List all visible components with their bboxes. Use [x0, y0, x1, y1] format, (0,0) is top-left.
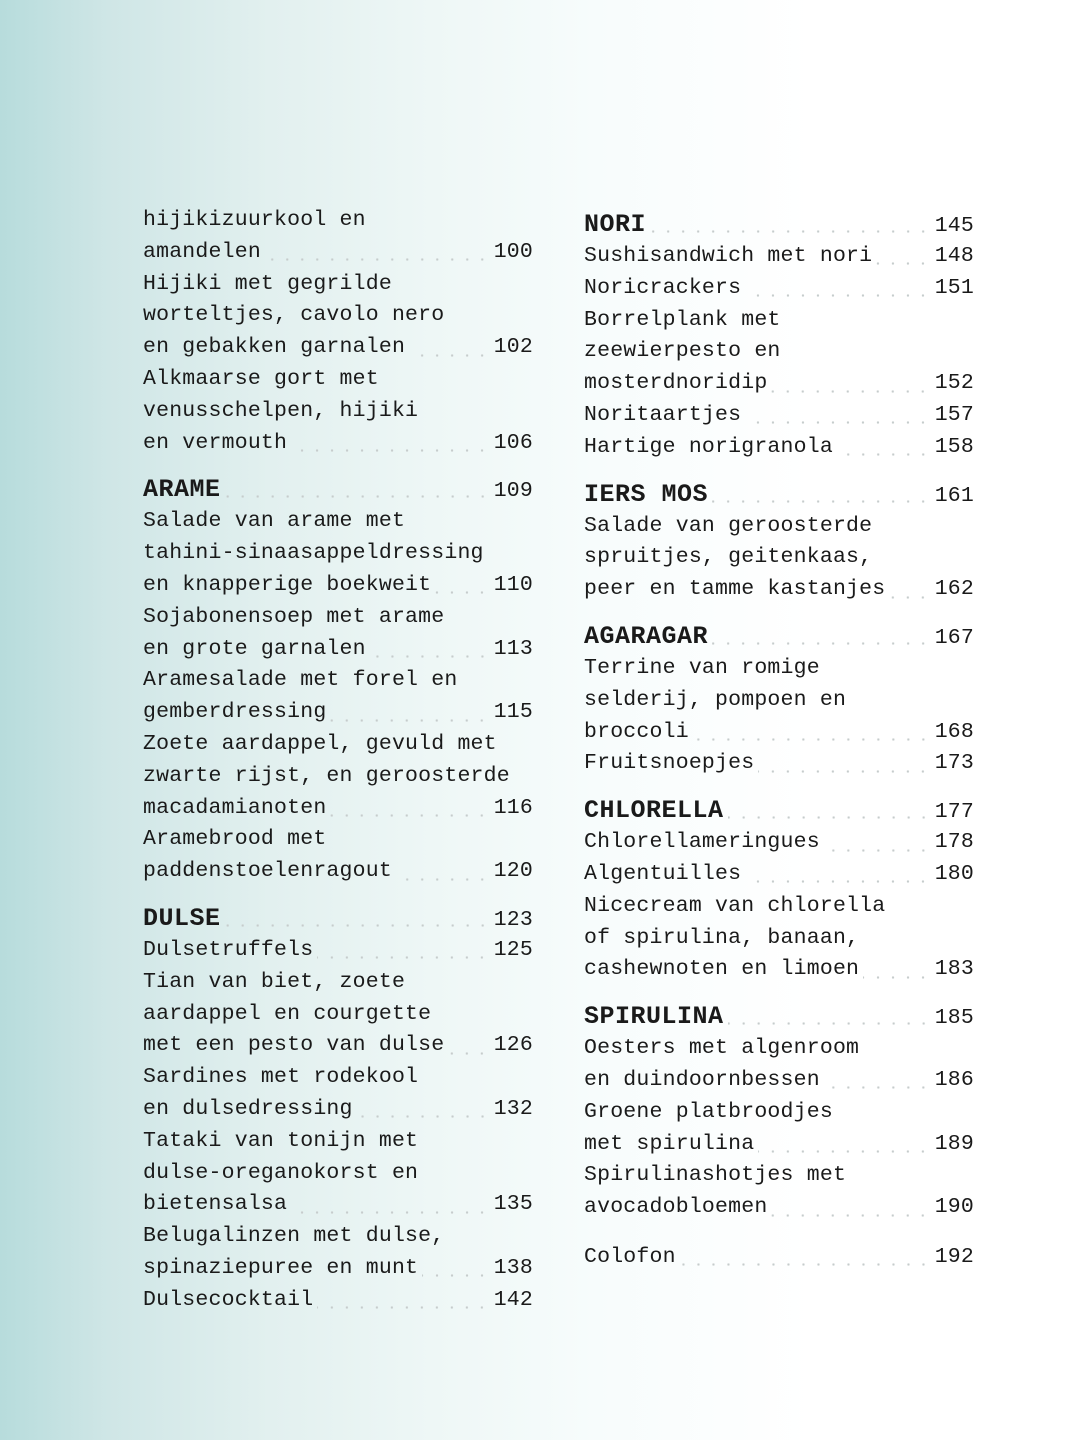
toc-entry[interactable] — [584, 432, 974, 464]
dot-leader — [728, 816, 931, 819]
entry-text: Chlorellameringues — [584, 830, 820, 855]
toc-entry-line — [143, 761, 533, 793]
section-heading[interactable] — [584, 1000, 974, 1033]
dot-leader — [330, 719, 489, 722]
entry-text: bietensalsa — [143, 1192, 288, 1217]
page-number: 158 — [934, 434, 974, 459]
toc-entry-line-with-page[interactable] — [584, 717, 974, 749]
dot-leader — [758, 1150, 930, 1153]
toc-section-chlorella — [584, 794, 974, 986]
toc-entry-line — [143, 300, 533, 332]
dot-leader — [824, 1086, 931, 1089]
entry-text: en vermouth — [143, 430, 288, 455]
toc-entry[interactable] — [143, 665, 533, 729]
entry-text: Oesters met algenroom — [584, 1036, 860, 1061]
page-number: 142 — [493, 1287, 533, 1312]
entry-text: Tataki van tonijn met — [143, 1128, 419, 1153]
entry-text: Salade van arame met — [143, 509, 406, 534]
entry-text: met spirulina — [584, 1131, 755, 1156]
toc-entry-line-with-page[interactable] — [584, 1065, 974, 1097]
toc-entry-line — [143, 999, 533, 1031]
entry-text: gemberdressing — [143, 700, 327, 725]
entry-text: amandelen — [143, 239, 261, 264]
page-number: 138 — [493, 1255, 533, 1280]
toc-section-agaragar — [584, 620, 974, 780]
toc-entry[interactable] — [143, 824, 533, 888]
dot-leader — [435, 591, 489, 594]
entry-text: Groene platbroodjes — [584, 1099, 833, 1124]
toc-entry[interactable] — [584, 511, 974, 606]
entry-text: en gebakken garnalen — [143, 335, 406, 360]
toc-entry-line-with-page[interactable] — [584, 859, 974, 891]
section-title: ARAME — [143, 475, 221, 505]
page-number: 135 — [493, 1192, 533, 1217]
toc-entry-line — [143, 396, 533, 428]
dot-leader — [693, 738, 931, 741]
dot-leader — [680, 1263, 931, 1266]
entry-text: Salade van geroosterde — [584, 513, 873, 538]
toc-entry-line-with-page[interactable] — [584, 1192, 974, 1224]
dot-leader — [771, 390, 930, 393]
dot-leader — [745, 294, 930, 297]
dot-leader — [370, 655, 490, 658]
toc-entry-line — [584, 511, 974, 543]
toc-entry[interactable] — [143, 935, 533, 967]
entry-text: avocadobloemen — [584, 1195, 768, 1220]
toc-entry-colofon[interactable] — [584, 1242, 974, 1274]
toc-entry-line-with-page[interactable] — [143, 1189, 533, 1221]
toc-entry[interactable] — [584, 859, 974, 891]
entry-text: Hartige norigranola — [584, 434, 833, 459]
toc-entry-line-with-page[interactable] — [584, 273, 974, 305]
toc-entry-line — [584, 336, 974, 368]
dot-leader — [291, 449, 490, 452]
entry-text: Hijiki met gegrilde — [143, 271, 392, 296]
toc-entry-line — [143, 538, 533, 570]
section-heading[interactable] — [584, 208, 974, 241]
toc-entry-line-with-page[interactable] — [584, 954, 974, 986]
dot-leader — [650, 230, 931, 233]
entry-text: cashewnoten en limoen — [584, 957, 860, 982]
dot-leader — [409, 354, 490, 357]
toc-entry-line-with-page[interactable] — [584, 748, 974, 780]
toc-entry[interactable] — [584, 1033, 974, 1097]
dot-leader — [712, 500, 931, 503]
page-number: 189 — [934, 1131, 974, 1156]
page-number: 100 — [493, 239, 533, 264]
section-title: SPIRULINA — [584, 1002, 724, 1032]
toc-entry-line — [143, 1126, 533, 1158]
entry-text: selderij, pompoen en — [584, 687, 847, 712]
entry-text: mosterdnoridip — [584, 371, 768, 396]
page-number: 109 — [493, 479, 533, 504]
toc-entry-line-with-page[interactable] — [143, 1094, 533, 1126]
dot-leader — [876, 262, 930, 265]
page-number: 173 — [934, 751, 974, 776]
toc-entry-line — [584, 305, 974, 337]
toc-entry[interactable] — [143, 205, 533, 269]
toc-entry-line — [143, 269, 533, 301]
dot-leader — [837, 453, 931, 456]
toc-entry-line-with-page[interactable] — [143, 1253, 533, 1285]
page-number: 178 — [934, 830, 974, 855]
toc-entry-line-with-page[interactable] — [584, 827, 974, 859]
toc-entry-line — [584, 891, 974, 923]
toc-entry-line — [143, 729, 533, 761]
page-number: 186 — [934, 1067, 974, 1092]
entry-text: zeewierpesto en — [584, 339, 781, 364]
page-number: 125 — [493, 937, 533, 962]
entry-text: Dulsetruffels — [143, 937, 314, 962]
entry-text: en grote garnalen — [143, 636, 366, 661]
entry-text: broccoli — [584, 719, 689, 744]
page-number: 190 — [934, 1195, 974, 1220]
section-heading[interactable] — [143, 473, 533, 506]
entry-text: en dulsedressing — [143, 1096, 353, 1121]
page-number: 167 — [934, 625, 974, 650]
entry-text: of spirulina, banaan, — [584, 925, 860, 950]
toc-entry[interactable] — [143, 729, 533, 824]
entry-text: spinaziepuree en munt — [143, 1255, 419, 1280]
page-number: 102 — [493, 335, 533, 360]
entry-text: Algentuilles — [584, 861, 742, 886]
entry-text: met een pesto van dulse — [143, 1033, 445, 1058]
toc-entry[interactable] — [584, 891, 974, 986]
dot-leader — [317, 1306, 489, 1309]
dot-leader — [728, 1022, 931, 1025]
toc-entry-line — [143, 824, 533, 856]
page-number: 151 — [934, 275, 974, 300]
entry-text: Colofon — [584, 1244, 676, 1269]
entry-text: Noricrackers — [584, 275, 742, 300]
toc-section-spirulina — [584, 1000, 974, 1224]
entry-text: en duindoornbessen — [584, 1067, 820, 1092]
toc-entry-line — [143, 205, 533, 237]
dot-leader — [225, 495, 490, 498]
dot-leader — [330, 814, 489, 817]
toc-entry[interactable] — [143, 1221, 533, 1285]
entry-text: Borrelplank met — [584, 307, 781, 332]
entry-text: Zoete aardappel, gevuld met — [143, 731, 497, 756]
entry-text: Sojabonensoep met arame — [143, 604, 445, 629]
page-number: 180 — [934, 861, 974, 886]
toc-entry-line — [143, 665, 533, 697]
toc-entry[interactable] — [584, 1160, 974, 1224]
toc-entry[interactable] — [584, 827, 974, 859]
dot-leader — [291, 1211, 490, 1214]
dot-leader — [863, 976, 931, 979]
entry-text: Spirulinashotjes met — [584, 1163, 847, 1188]
toc-section-nori — [584, 208, 974, 464]
toc-entry[interactable] — [143, 1062, 533, 1126]
dot-leader — [265, 258, 490, 261]
page-number: 192 — [934, 1244, 974, 1269]
entry-text: macadamianoten — [143, 795, 327, 820]
page-number: 168 — [934, 719, 974, 744]
toc-entry-line-with-page[interactable] — [584, 241, 974, 273]
entry-text: hijikizuurkool en — [143, 208, 366, 232]
toc-entry[interactable] — [143, 506, 533, 601]
dot-leader — [745, 880, 930, 883]
toc-entry[interactable] — [584, 748, 974, 780]
section-heading[interactable] — [584, 478, 974, 511]
entry-text: Belugalinzen met dulse, — [143, 1224, 445, 1249]
toc-section-arame — [143, 473, 533, 888]
page-number: 126 — [493, 1033, 533, 1058]
page-number: 116 — [493, 795, 533, 820]
entry-text: Noritaartjes — [584, 402, 742, 427]
toc-section-dulse — [143, 902, 533, 1317]
dot-leader — [317, 956, 489, 959]
toc-entry-line-with-page[interactable] — [143, 935, 533, 967]
toc-entry-line — [143, 1062, 533, 1094]
entry-text: Fruitsnoepjes — [584, 751, 755, 776]
dot-leader — [745, 421, 930, 424]
entry-text: Aramesalade met forel en — [143, 668, 458, 693]
entry-text: venusschelpen, hijiki — [143, 398, 419, 423]
dot-leader — [771, 1214, 930, 1217]
toc-entry-line-with-page[interactable] — [584, 400, 974, 432]
page-number: 161 — [934, 483, 974, 508]
section-title: IERS MOS — [584, 479, 709, 509]
toc-entry-line-with-page[interactable] — [584, 432, 974, 464]
entry-text: Dulsecocktail — [143, 1287, 314, 1312]
toc-entry-line-with-page[interactable] — [143, 428, 533, 460]
page-number: 177 — [934, 800, 974, 825]
toc-entry[interactable] — [143, 269, 533, 364]
entry-text: Sardines met rodekool — [143, 1065, 419, 1090]
dot-leader — [396, 878, 490, 881]
dot-leader — [225, 924, 490, 927]
page-number: 145 — [934, 214, 974, 238]
dot-leader — [824, 849, 931, 852]
page-number: 110 — [493, 572, 533, 597]
toc-entry-line-with-page[interactable] — [143, 570, 533, 602]
page-number: 113 — [493, 636, 533, 661]
page-number: 106 — [493, 430, 533, 455]
toc-entry-line — [143, 506, 533, 538]
toc-entry[interactable] — [143, 967, 533, 1062]
toc-entry-line-with-page[interactable] — [143, 697, 533, 729]
toc-entry-line-with-page[interactable] — [584, 574, 974, 606]
toc-entry[interactable] — [584, 1097, 974, 1161]
toc-entry-line-with-page[interactable] — [143, 634, 533, 666]
toc-entry-line-with-page[interactable] — [143, 237, 533, 269]
page-number: 162 — [934, 577, 974, 602]
entry-text: Aramebrood met — [143, 827, 327, 852]
toc-entry-line-with-page[interactable] — [143, 856, 533, 888]
toc-entry[interactable] — [143, 364, 533, 459]
dot-leader — [889, 596, 930, 599]
toc-entry-line — [584, 1097, 974, 1129]
toc-section-continued — [143, 205, 533, 459]
toc-entry[interactable] — [584, 273, 974, 305]
page-number: 183 — [934, 957, 974, 982]
toc-entry-line-with-page[interactable] — [143, 332, 533, 364]
page-number: 123 — [493, 907, 533, 932]
dot-leader — [448, 1052, 489, 1055]
toc-right-column — [584, 208, 974, 1274]
section-heading[interactable] — [143, 902, 533, 935]
toc-entry[interactable] — [143, 1126, 533, 1221]
dot-leader — [758, 770, 930, 773]
toc-entry-line — [143, 1158, 533, 1190]
toc-entry-line-with-page[interactable] — [143, 793, 533, 825]
toc-entry[interactable] — [584, 241, 974, 273]
toc-entry-line — [143, 1221, 533, 1253]
section-title: CHLORELLA — [584, 796, 724, 826]
entry-text: peer en tamme kastanjes — [584, 577, 886, 602]
toc-entry[interactable] — [584, 400, 974, 432]
toc-entry-line — [584, 542, 974, 574]
section-title: DULSE — [143, 903, 221, 933]
entry-text: en knapperige boekweit — [143, 572, 432, 597]
page-number: 115 — [493, 700, 533, 725]
entry-text: Tian van biet, zoete — [143, 969, 406, 994]
section-title: NORI — [584, 210, 647, 239]
toc-entry[interactable] — [584, 653, 974, 748]
toc-entry-line — [584, 1033, 974, 1065]
entry-text: Sushisandwich met nori — [584, 244, 873, 268]
entry-text: worteltjes, cavolo nero — [143, 303, 445, 328]
section-heading[interactable] — [584, 620, 974, 653]
page-number: 120 — [493, 859, 533, 884]
page-number: 152 — [934, 371, 974, 396]
entry-text: aardappel en courgette — [143, 1001, 432, 1026]
toc-entry[interactable] — [584, 305, 974, 400]
entry-text: zwarte rijst, en geroosterde — [143, 763, 510, 788]
toc-entry-line — [584, 685, 974, 717]
entry-text: Terrine van romige — [584, 655, 820, 680]
toc-entry-line — [143, 364, 533, 396]
toc-entry-line-with-page[interactable] — [584, 1129, 974, 1161]
toc-section-iers-mos — [584, 478, 974, 606]
toc-entry[interactable] — [143, 1285, 533, 1317]
entry-text: tahini-sinaasappeldressing — [143, 541, 484, 566]
toc-entry-line — [584, 1160, 974, 1192]
toc-entry[interactable] — [143, 602, 533, 666]
toc-entry-line-with-page[interactable] — [584, 368, 974, 400]
toc-entry-line — [143, 967, 533, 999]
toc-entry-line-with-page[interactable] — [143, 1030, 533, 1062]
entry-text: Nicecream van chlorella — [584, 893, 886, 918]
entry-text: spruitjes, geitenkaas, — [584, 545, 873, 570]
page-number: 185 — [934, 1006, 974, 1031]
toc-left-column — [143, 205, 533, 1331]
page-number: 157 — [934, 402, 974, 427]
toc-entry-line — [584, 653, 974, 685]
entry-text: dulse-oreganokorst en — [143, 1160, 419, 1185]
dot-leader — [422, 1274, 490, 1277]
entry-text: paddenstoelenragout — [143, 859, 392, 884]
entry-text: Alkmaarse gort met — [143, 366, 379, 391]
page-number: 148 — [934, 244, 974, 268]
page-number: 132 — [493, 1096, 533, 1121]
toc-entry-line-with-page[interactable] — [143, 1285, 533, 1317]
section-title: AGARAGAR — [584, 621, 709, 651]
dot-leader — [712, 642, 931, 645]
dot-leader — [357, 1115, 490, 1118]
section-heading[interactable] — [584, 794, 974, 827]
toc-entry-line — [584, 923, 974, 955]
toc-entry-line — [143, 602, 533, 634]
